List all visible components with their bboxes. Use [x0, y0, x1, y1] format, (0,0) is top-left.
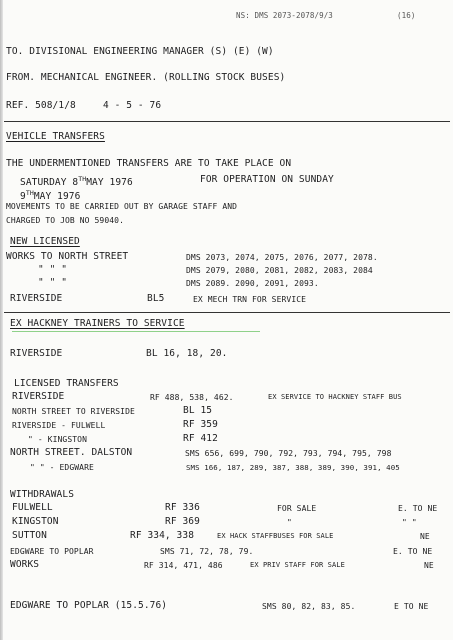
wd-row-2-note: "	[287, 518, 292, 527]
lt-row-5-from: NORTH STREET. DALSTON	[10, 447, 133, 458]
wd-row-4-dest: E. TO NE	[393, 547, 433, 556]
new-licensed-row-2-from: " " "	[38, 264, 68, 275]
header-rule	[4, 121, 450, 122]
lt-row-3-vehicles: RF 359	[183, 419, 218, 430]
wd-row-5-from: WORKS	[10, 559, 40, 570]
new-licensed-row-3-vehicles: DMS 2089. 2090, 2091, 2093.	[186, 279, 319, 288]
lt-row-6-from: " " - EDGWARE	[30, 463, 94, 472]
intro-line-4: MOVEMENTS TO BE CARRIED OUT BY GARAGE STAFF AND	[6, 202, 238, 211]
lt-row-3-from: RIVERSIDE - FULWELL	[12, 421, 106, 430]
lt-row-1-from: RIVERSIDE	[12, 391, 65, 402]
section-title: VEHICLE TRANSFERS	[6, 131, 105, 142]
new-licensed-row-3-from: " " "	[38, 277, 68, 288]
section-rule	[4, 312, 450, 313]
page-number: (16)	[397, 11, 416, 20]
intro-line-5: CHARGED TO JOB NO 59040.	[6, 216, 124, 225]
lt-row-4-vehicles: RF 412	[183, 433, 218, 444]
riverside-garage: RIVERSIDE	[10, 293, 63, 304]
final-dest: E TO NE	[394, 602, 429, 611]
wd-row-3-dest: NE	[420, 532, 430, 541]
lt-row-5-vehicles: SMS 656, 699, 790, 792, 793, 794, 795, 798	[185, 449, 392, 458]
header-ref: NS: DMS 2073-2078/9/3	[236, 11, 333, 20]
hackney-heading: EX HACKNEY TRAINERS TO SERVICE	[10, 318, 185, 329]
green-underline	[12, 331, 260, 332]
intro-date-2-sup: TH	[25, 189, 34, 197]
intro-date-2-month: MAY 1976	[33, 191, 81, 202]
hackney-garage: RIVERSIDE	[10, 348, 63, 359]
intro-line-1: THE UNDERMENTIONED TRANSFERS ARE TO TAKE PLACE ON	[6, 158, 292, 169]
new-licensed-row-1-vehicles: DMS 2073, 2074, 2075, 2076, 2077, 2078.	[186, 253, 378, 262]
wd-row-4-from: EDGWARE TO POPLAR	[10, 547, 94, 556]
intro-operation: FOR OPERATION ON SUNDAY	[200, 174, 334, 185]
intro-date-1-month: MAY 1976	[86, 177, 133, 188]
new-licensed-heading: NEW LICENSED	[10, 236, 80, 247]
wd-row-1-dest: E. TO NE	[398, 504, 438, 513]
lt-row-2-vehicles: BL 15	[183, 405, 213, 416]
wd-row-4-vehicles: SMS 71, 72, 78, 79.	[160, 547, 254, 556]
wd-row-1-from: FULWELL	[12, 502, 53, 513]
wd-row-1-note: FOR SALE	[277, 504, 317, 513]
wd-row-2-dest: " "	[402, 518, 417, 527]
page-edge	[0, 0, 3, 640]
reference-number: REF. 508/1/8	[6, 100, 76, 111]
final-line: EDGWARE TO POPLAR (15.5.76)	[10, 600, 168, 611]
lt-row-1-vehicles: RF 488, 538, 462.	[150, 393, 234, 402]
intro-line-3	[20, 188, 80, 202]
intro-date-1: SATURDAY 8	[20, 177, 79, 188]
wd-row-3-vehicles: RF 334, 338	[130, 530, 195, 541]
hackney-vehicles: BL 16, 18, 20.	[146, 348, 228, 359]
wd-row-1-vehicles: RF 336	[165, 502, 200, 513]
wd-row-2-vehicles: RF 369	[165, 516, 200, 527]
memo-date: 4 - 5 - 76	[103, 100, 162, 111]
new-licensed-row-2-vehicles: DMS 2079, 2080, 2081, 2082, 2083, 2084	[186, 266, 373, 275]
intro-line-2	[20, 174, 133, 188]
licensed-transfers-heading: LICENSED TRANSFERS	[14, 378, 119, 389]
wd-row-2-from: KINGSTON	[12, 516, 59, 527]
riverside-bus: BL5	[147, 293, 165, 304]
wd-row-5-vehicles: RF 314, 471, 486	[144, 561, 223, 570]
lt-row-1-note: EX SERVICE TO HACKNEY STAFF BUS	[268, 393, 402, 401]
to-line: TO. DIVISIONAL ENGINEERING MANAGER (S) (E) (W)	[6, 46, 274, 57]
final-vehicles: SMS 80, 82, 83, 85.	[262, 602, 356, 611]
from-line: FROM. MECHANICAL ENGINEER. (ROLLING STOCK BUSES)	[6, 72, 286, 83]
lt-row-6-vehicles: SMS 166, 187, 289, 387, 388, 389, 390, 391, 405	[186, 463, 400, 472]
wd-row-5-note: EX PRIV STAFF FOR SALE	[250, 561, 345, 569]
wd-row-3-note: EX HACK STAFFBUSES FOR SALE	[217, 532, 334, 540]
lt-row-2-from: NORTH STREET TO RIVERSIDE	[12, 407, 135, 416]
lt-row-4-from: " - KINGSTON	[28, 435, 87, 444]
intro-date-1-sup: TH	[78, 175, 87, 183]
wd-row-3-from: SUTTON	[12, 530, 47, 541]
riverside-note: EX MECH TRN FOR SERVICE	[193, 295, 307, 304]
wd-row-5-dest: NE	[424, 561, 434, 570]
withdrawals-heading: WITHDRAWALS	[10, 489, 75, 500]
intro-date-2: 9	[20, 191, 26, 202]
new-licensed-row-1-from: WORKS TO NORTH STREET	[6, 251, 129, 262]
